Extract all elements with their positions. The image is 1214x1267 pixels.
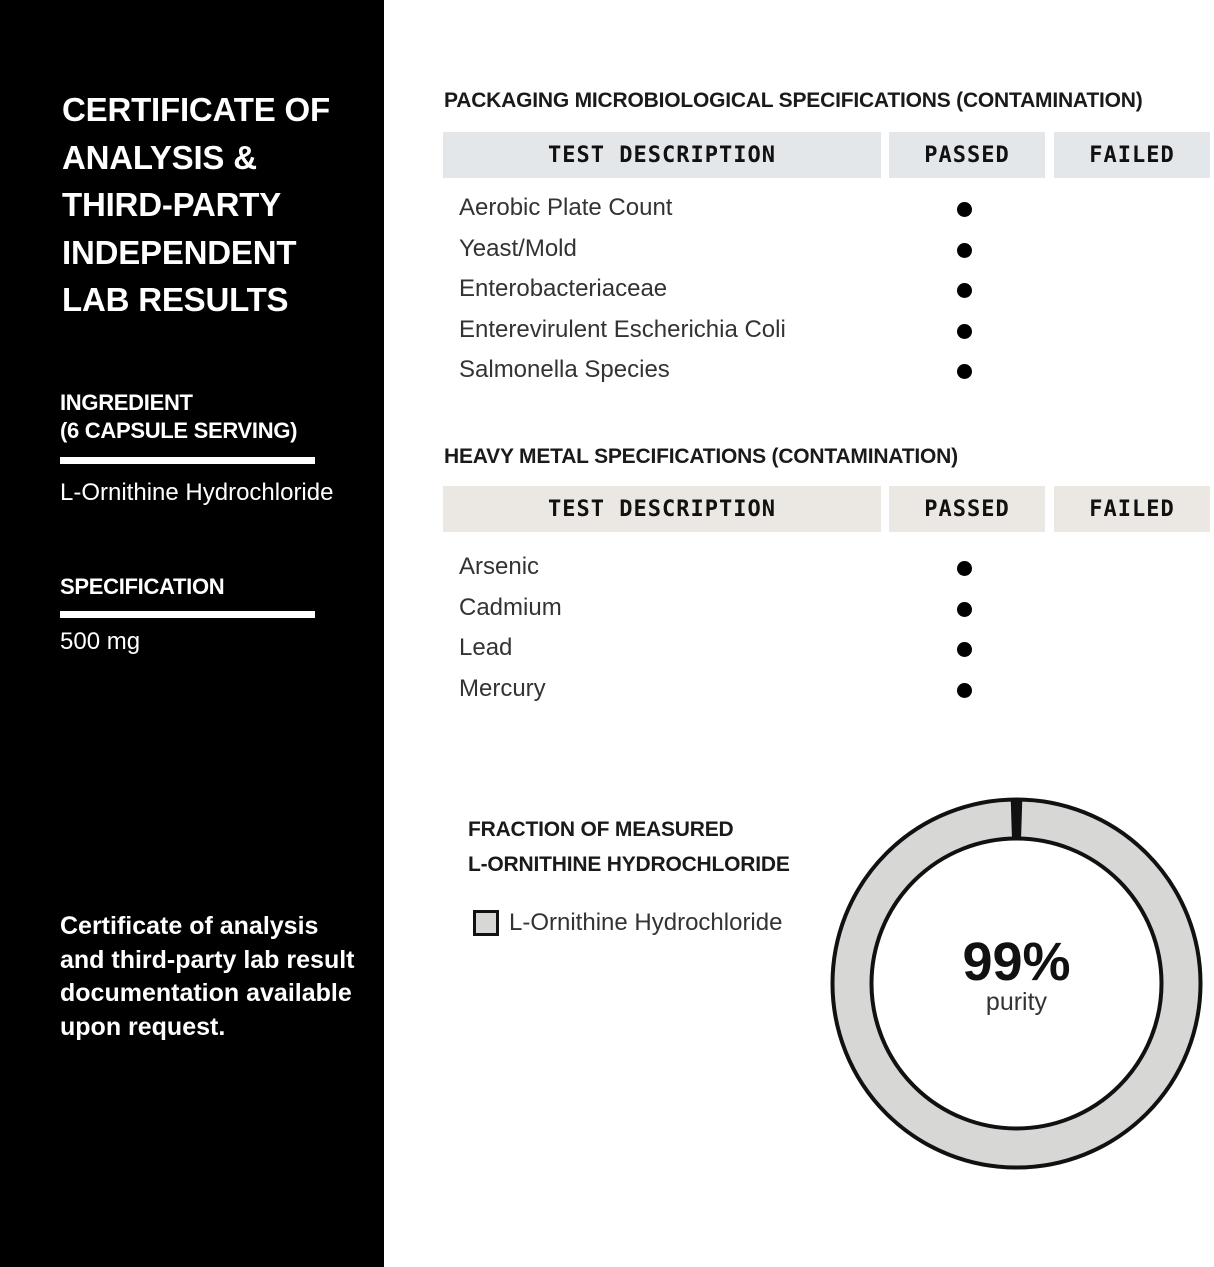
metal-col-passed: PASSED bbox=[889, 486, 1045, 532]
passed-dot-icon bbox=[957, 642, 972, 657]
metal-col-test-description: TEST DESCRIPTION bbox=[443, 486, 881, 532]
availability-note: Certificate of analysis and third-party lab result documentation available upon request. bbox=[60, 912, 355, 1041]
passed-dot-icon bbox=[957, 683, 972, 698]
micro-row bbox=[459, 275, 1019, 315]
metal-row bbox=[459, 553, 1019, 593]
passed-dot-icon bbox=[957, 283, 972, 298]
passed-dot-icon bbox=[957, 324, 972, 339]
sidebar bbox=[0, 0, 384, 1267]
purity-percent: 99% bbox=[962, 932, 1071, 992]
purity-caption: purity bbox=[985, 988, 1048, 1016]
passed-dot-icon bbox=[957, 561, 972, 576]
micro-row bbox=[459, 194, 1019, 234]
ingredient-value: L-Ornithine Hydrochloride bbox=[60, 479, 334, 506]
metal-row-label: Arsenic bbox=[459, 553, 540, 580]
micro-col-passed: PASSED bbox=[889, 132, 1045, 178]
micro-row-label: Yeast/Mold bbox=[459, 234, 577, 262]
micro-row-label: Salmonella Species bbox=[459, 356, 670, 384]
ingredient-divider bbox=[60, 457, 315, 464]
metal-row bbox=[459, 675, 1019, 715]
specification-heading: SPECIFICATION bbox=[60, 574, 225, 599]
micro-row bbox=[459, 356, 1019, 396]
passed-dot-icon bbox=[957, 602, 972, 617]
passed-dot-icon bbox=[957, 364, 972, 379]
specification-value: 500 mg bbox=[60, 628, 141, 655]
metal-row-label: Lead bbox=[459, 634, 513, 662]
fraction-title bbox=[468, 812, 790, 882]
metal-row bbox=[459, 594, 1019, 634]
donut-center-label bbox=[830, 930, 1203, 1017]
metal-row-label: Mercury bbox=[459, 674, 546, 702]
micro-row-label: Enterobacteriaceae bbox=[459, 275, 668, 303]
ingredient-heading-line2: (6 CAPSULE SERVING) bbox=[60, 418, 298, 443]
fraction-title-line2: L-ORNITHINE HYDROCHLORIDE bbox=[468, 853, 790, 876]
legend-swatch bbox=[473, 910, 499, 936]
micro-section-title: PACKAGING MICROBIOLOGICAL SPECIFICATIONS (CONTAMINATION) bbox=[444, 89, 1143, 112]
donut-slice-other bbox=[1011, 800, 1023, 839]
metal-row bbox=[459, 634, 1019, 674]
ingredient-heading bbox=[60, 389, 297, 445]
metal-row-label: Cadmium bbox=[459, 593, 562, 621]
fraction-title-line1: FRACTION OF MEASURED bbox=[468, 818, 734, 841]
specification-divider bbox=[60, 611, 315, 618]
certificate-title: CERTIFICATE OF ANALYSIS & THIRD-PARTY INDEPENDENT LAB RESULTS bbox=[62, 91, 330, 318]
passed-dot-icon bbox=[957, 202, 972, 217]
metal-col-failed: FAILED bbox=[1054, 486, 1210, 532]
passed-dot-icon bbox=[957, 243, 972, 258]
micro-row-label: Enterevirulent Escherichia Coli bbox=[459, 315, 786, 343]
chart-legend bbox=[473, 909, 782, 937]
micro-col-test-description: TEST DESCRIPTION bbox=[443, 132, 881, 178]
ingredient-heading-line1: INGREDIENT bbox=[60, 390, 193, 415]
metal-section-title: HEAVY METAL SPECIFICATIONS (CONTAMINATION) bbox=[444, 445, 958, 468]
legend-label: L-Ornithine Hydrochloride bbox=[509, 909, 783, 936]
micro-col-failed: FAILED bbox=[1054, 132, 1210, 178]
micro-row-label: Aerobic Plate Count bbox=[459, 194, 673, 221]
micro-row bbox=[459, 316, 1019, 356]
micro-row bbox=[459, 235, 1019, 275]
